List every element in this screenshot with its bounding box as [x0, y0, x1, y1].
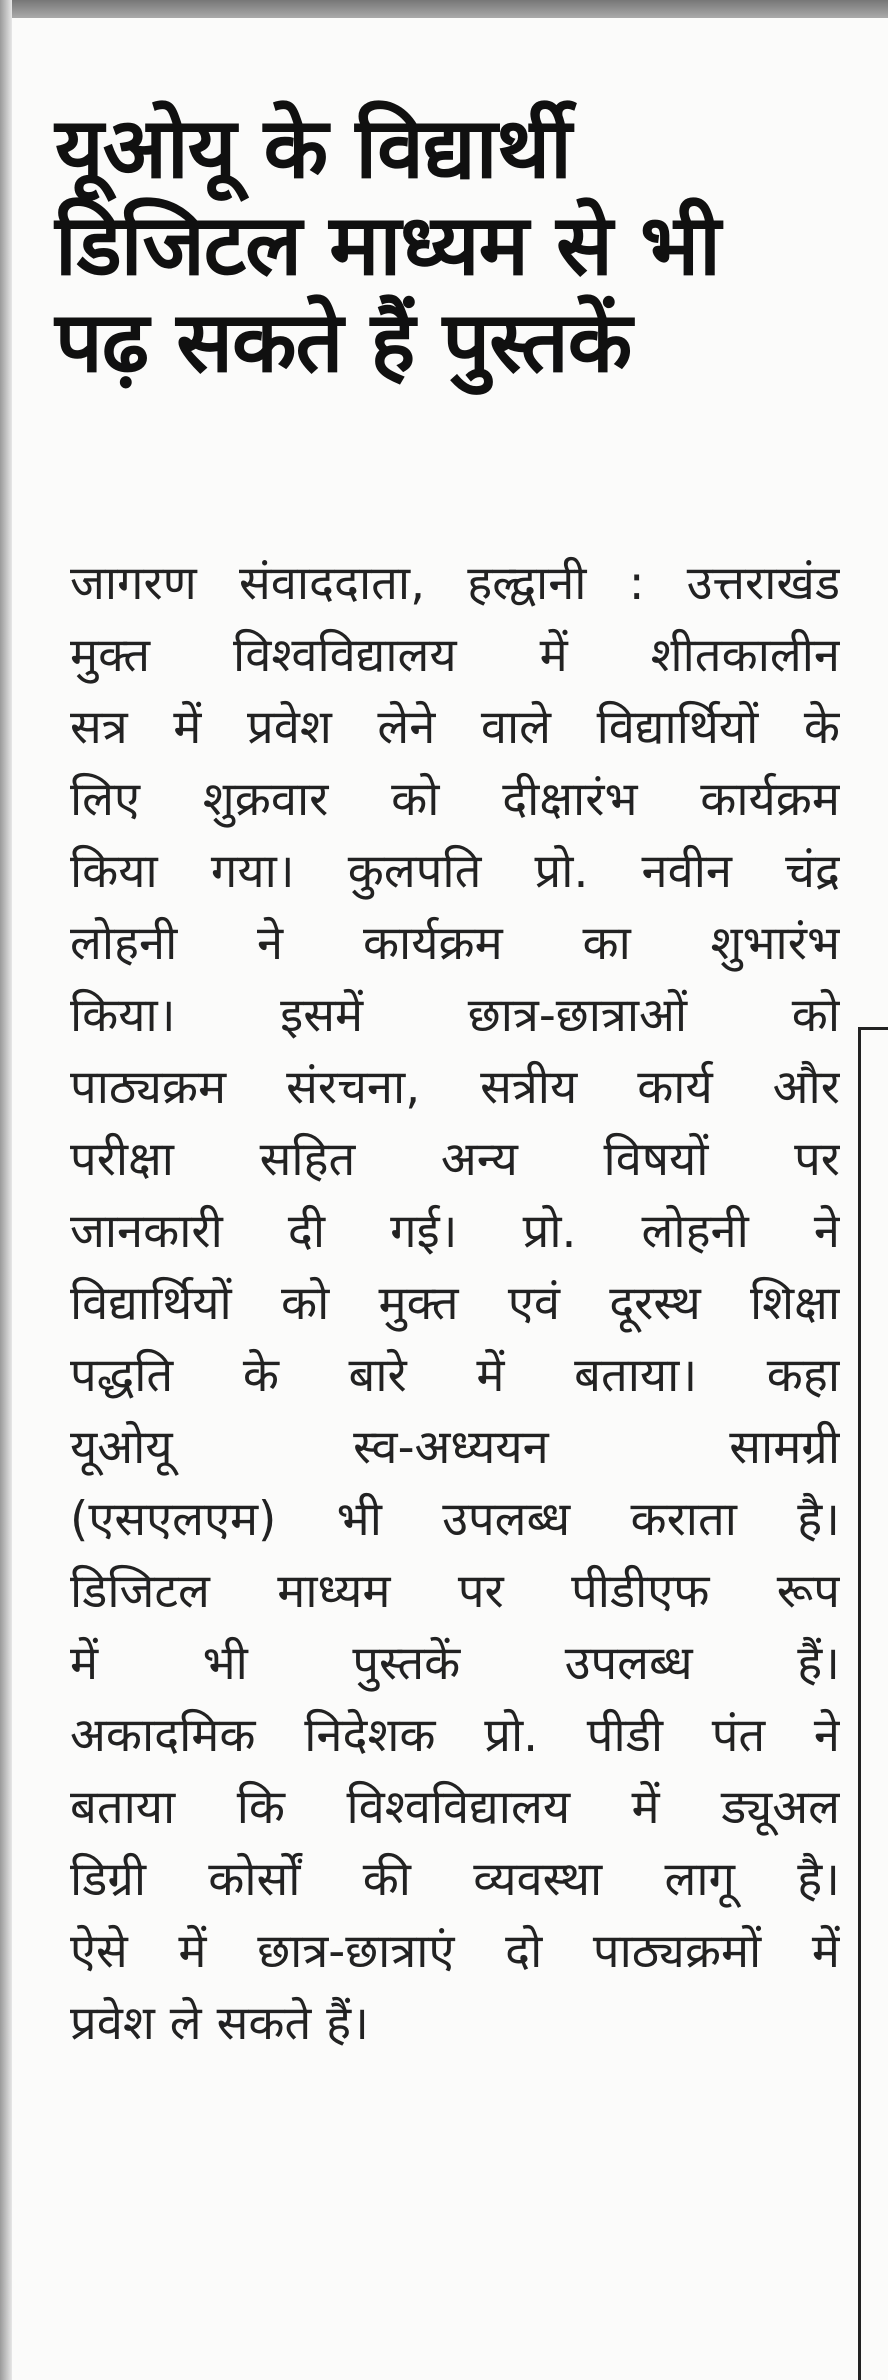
- article-line: ऐसे में छात्र-छात्राएं दो पाठ्यक्रमों में: [70, 1924, 840, 1979]
- article-line: विद्यार्थियों को मुक्त एवं दूरस्थ शिक्षा: [70, 1276, 840, 1331]
- article-line: पद्धति के बारे में बताया। कहा: [70, 1348, 840, 1403]
- headline-line: डिजिटल माध्यम से भी: [55, 196, 720, 294]
- article-line: यूओयू स्व-अध्ययन सामग्री: [70, 1420, 840, 1475]
- article-line: बताया कि विश्वविद्यालय में ड्यूअल: [70, 1780, 840, 1835]
- column-divider-rule: [858, 1027, 888, 2380]
- article-dateline: जागरण संवाददाता, हल्द्वानी : उत्तराखंड: [70, 556, 840, 611]
- article-line: सत्र में प्रवेश लेने वाले विद्यार्थियों के: [70, 700, 840, 755]
- article-line: जानकारी दी गई। प्रो. लोहनी ने: [70, 1204, 840, 1259]
- headline-line: पढ़ सकते हैं पुस्तकें: [55, 293, 632, 391]
- article-line: अकादमिक निदेशक प्रो. पीडी पंत ने: [70, 1708, 840, 1763]
- left-scan-edge: [0, 0, 12, 2380]
- article-line: डिग्री कोर्सों की व्यवस्था लागू है।: [70, 1852, 840, 1907]
- article-line: किया गया। कुलपति प्रो. नवीन चंद्र: [70, 844, 840, 899]
- article-line: परीक्षा सहित अन्य विषयों पर: [70, 1132, 840, 1187]
- article-line: प्रवेश ले सकते हैं।: [70, 1996, 369, 2051]
- article-body: [70, 548, 840, 2060]
- article-line: लोहनी ने कार्यक्रम का शुभारंभ: [70, 916, 840, 971]
- article-line: में भी पुस्तकें उपलब्ध हैं।: [70, 1636, 840, 1691]
- article-line: लिए शुक्रवार को दीक्षारंभ कार्यक्रम: [70, 772, 840, 827]
- article-line: (एसएलएम) भी उपलब्ध कराता है।: [70, 1492, 840, 1547]
- article-line: डिजिटल माध्यम पर पीडीएफ रूप: [70, 1564, 840, 1619]
- headline: [55, 100, 815, 391]
- article-line: पाठ्यक्रम संरचना, सत्रीय कार्य और: [70, 1060, 840, 1115]
- article-line: किया। इसमें छात्र-छात्राओं को: [70, 988, 840, 1043]
- headline-line: यूओयू के विद्यार्थी: [55, 99, 571, 197]
- top-scan-edge: [0, 0, 888, 18]
- article-line: मुक्त विश्वविद्यालय में शीतकालीन: [70, 628, 840, 683]
